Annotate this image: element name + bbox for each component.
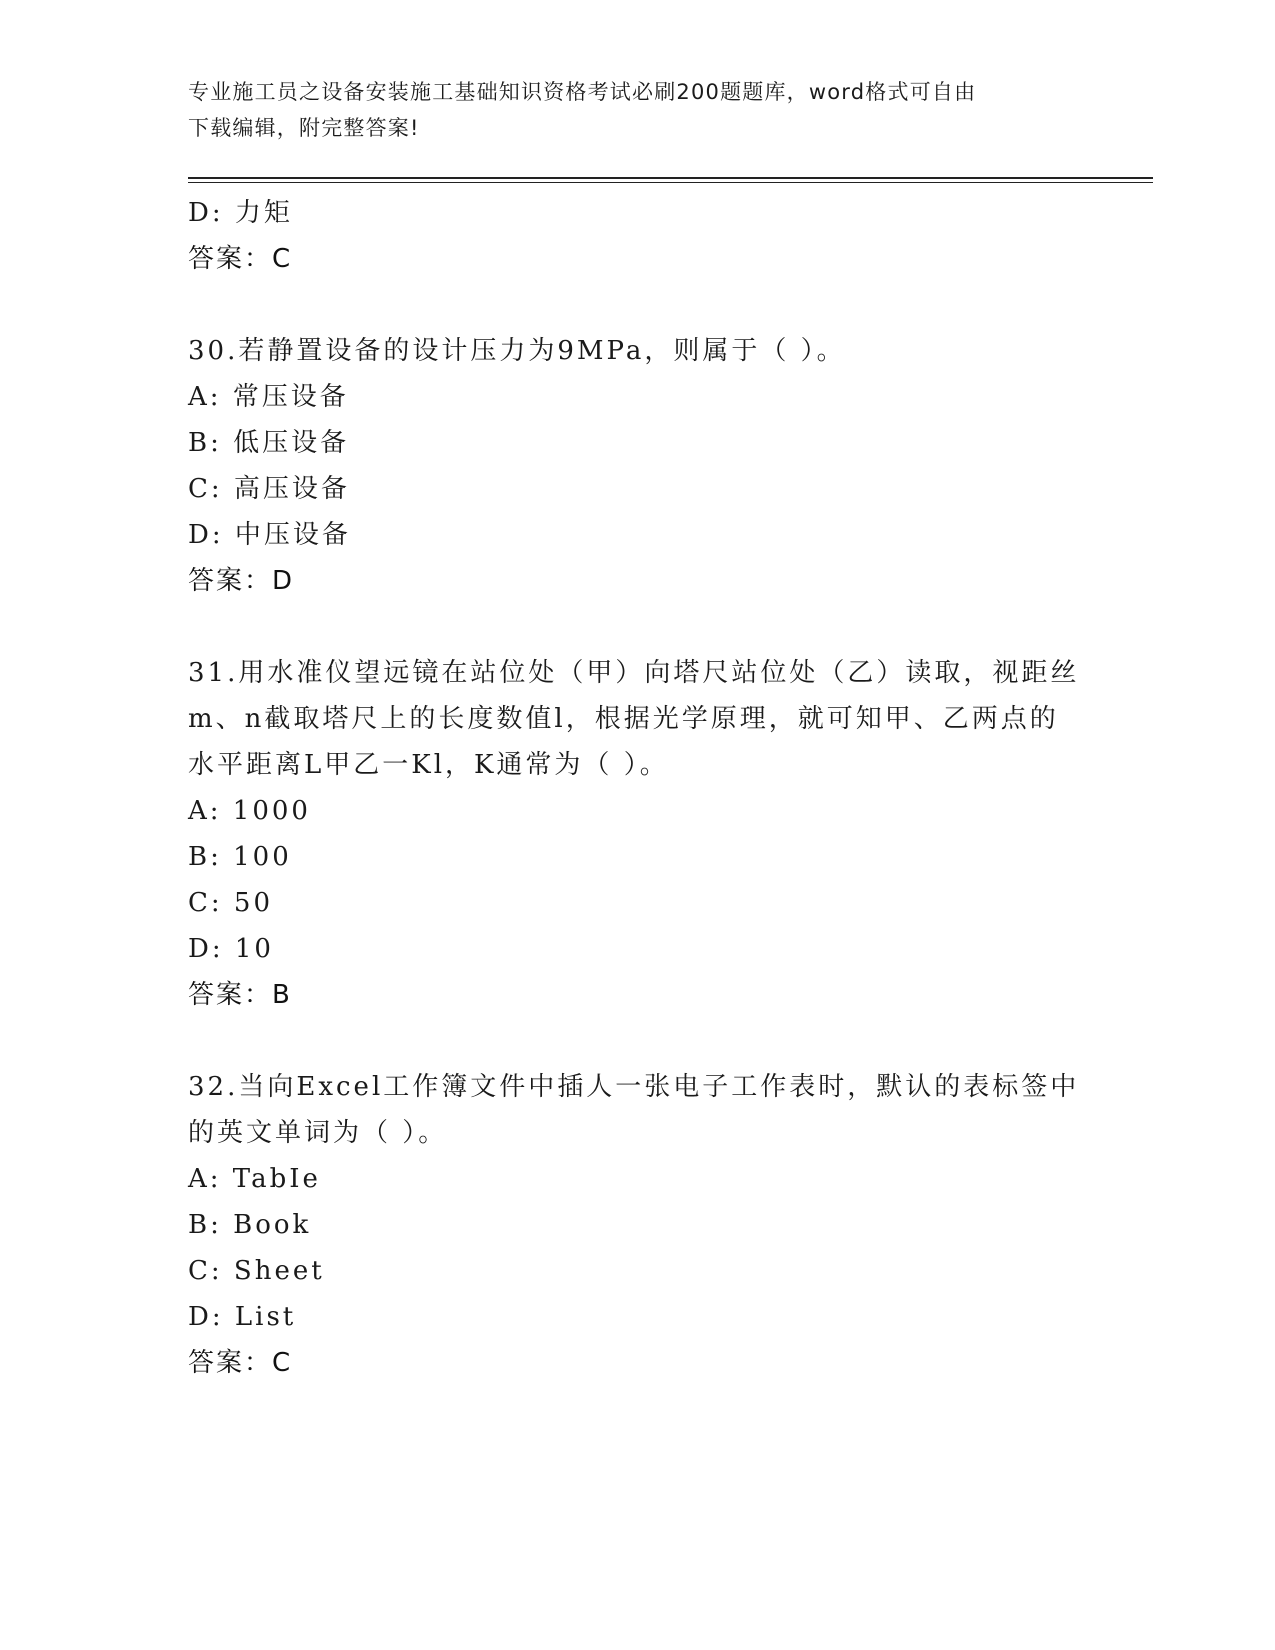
- answer-line: 答案：D: [188, 566, 295, 596]
- question-30: [188, 328, 1088, 604]
- header-title-line-1: 专业施工员之设备安装施工基础知识资格考试必刷200题题库，word格式可自由: [188, 80, 977, 104]
- header-divider-bottom: [188, 182, 1153, 183]
- option-a: A: 常压设备: [188, 382, 349, 412]
- answer-line: 答案：B: [188, 980, 292, 1010]
- option-c: C: 50: [188, 888, 274, 918]
- question-text-line-1: 32.当向Excel工作簿文件中插人一张电子工作表时，默认的表标签中: [188, 1072, 1080, 1102]
- option-d: D: 中压设备: [188, 520, 351, 550]
- option-c: C: 高压设备: [188, 474, 350, 504]
- option-b: B: 低压设备: [188, 428, 350, 458]
- option-a: A: TabIe: [188, 1164, 321, 1194]
- question-32: [188, 1064, 1088, 1386]
- question-31: [188, 650, 1088, 1018]
- spacer: [188, 282, 1088, 328]
- option-a: A: 1000: [188, 796, 311, 826]
- header-title-line-2: 下载编辑，附完整答案!: [188, 116, 420, 140]
- header-divider-top: [188, 177, 1153, 179]
- spacer: [188, 1018, 1088, 1064]
- option-d: D: List: [188, 1302, 297, 1332]
- question-text-line-3: 水平距离L甲乙一Kl，K通常为（ ）。: [188, 750, 669, 780]
- option-d: D: 10: [188, 934, 274, 964]
- question-content: [188, 190, 1088, 1386]
- option-c: C: Sheet: [188, 1256, 325, 1286]
- question-text-line-2: 的英文单词为（ ）。: [188, 1118, 448, 1148]
- question-text-line-1: 31.用水准仪望远镜在站位处（甲）向塔尺站位处（乙）读取，视距丝: [188, 658, 1080, 688]
- option-b: B: 100: [188, 842, 292, 872]
- answer-line: 答案：C: [188, 1348, 293, 1378]
- option-b: B: Book: [188, 1210, 312, 1240]
- document-header: [188, 74, 1068, 146]
- previous-question-tail: [188, 190, 1088, 282]
- spacer: [188, 604, 1088, 650]
- answer-line: 答案：C: [188, 244, 293, 274]
- option-d: D: 力矩: [188, 198, 293, 228]
- question-text: 30.若静置设备的设计压力为9MPa，则属于（ ）。: [188, 336, 846, 366]
- question-text-line-2: m、n截取塔尺上的长度数值l，根据光学原理，就可知甲、乙两点的: [188, 704, 1059, 734]
